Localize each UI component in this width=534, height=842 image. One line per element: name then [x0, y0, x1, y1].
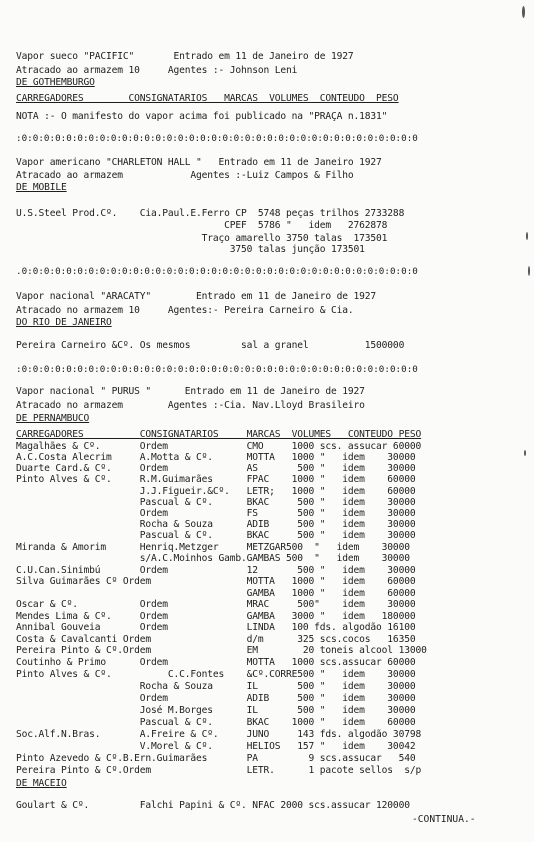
separator-line: :0:0:0:0:0:0:0:0:0:0:0:0:0:0:0:0:0:0:0:0:0:0:0:0:0:0:0:0:0:0:0:0:0:0:0:0: [16, 364, 418, 375]
cargo-row: José M.Borges IL 500 " idem 30000: [16, 705, 416, 716]
origin-port: DE PERNAMBUCO: [16, 413, 90, 424]
berth-agent-line: Atracado ao armazem 10 Agentes :- Johnson Leni: [16, 65, 298, 76]
scan-mark: [528, 266, 530, 276]
ship-header-line: Vapor nacional " PURUS " Entrado em 11 de Janeiro de 1927: [16, 386, 365, 397]
cargo-row: Costa & Cavalcanti Ordem d/m 325 scs.cocos 16350: [16, 634, 416, 645]
column-headers: CARREGADORES CONSIGNATARIOS MARCAS VOLUMES CONTEUDO PESO: [16, 93, 399, 104]
ship-header-line: Vapor sueco "PACIFIC" Entrado em 11 de Janeiro de 1927: [16, 51, 354, 62]
cargo-row: Pereira Carneiro &Cº. Os mesmos sal a granel 1500000: [16, 340, 405, 351]
cargo-row: Oscar & Cº. Ordem MRAC 500" idem 30000: [16, 599, 416, 610]
scan-mark: [522, 6, 525, 18]
cargo-row: Soc.Alf.N.Bras. A.Freire & Cº. JUNO 143 fds. algodão 30798: [16, 729, 422, 740]
cargo-row: Pascual & Cº. BKAC 500 " idem 30000: [16, 497, 416, 508]
berth-agent-line: Atracado no armazem 10 Agentes:- Pereira Carneiro & Cia.: [16, 305, 354, 316]
separator-line: .0:0:0:0:0:0:0:0:0:0:0:0:0:0:0:0:0:0:0:0:0:0:0:0:0:0:0:0:0:0:0:0:0:0:0:0: [16, 266, 418, 277]
cargo-row: Goulart & Cº. Falchi Papini & Cº. NFAC 2000 scs.assucar 120000: [16, 800, 410, 811]
cargo-row: s/A.C.Moinhos Gamb.GAMBAS 500 " idem 30000: [16, 553, 410, 564]
cargo-row: Pereira Pinto & Cº.Ordem EM 20 toneis alcool 13000: [16, 645, 427, 656]
cargo-row: A.C.Costa Alecrim A.Motta & Cº. MOTTA 1000 " idem 30000: [16, 452, 416, 463]
cargo-row: Rocha & Souza ADIB 500 " idem 30000: [16, 519, 416, 530]
cargo-row: Pascual & Cº. BKAC 1000 " idem 60000: [16, 717, 416, 728]
cargo-row: Duarte Card.& Cº. Ordem AS 500 " idem 30000: [16, 463, 416, 474]
origin-port: DE MOBILE: [16, 182, 67, 193]
continued-marker: -CONTINUA.-: [412, 814, 476, 825]
ship-header-line: Vapor nacional "ARACATY" Entrado em 11 de Janeiro de 1927: [16, 291, 377, 302]
cargo-row: Pascual & Cº. BKAC 500 " idem 30000: [16, 530, 416, 541]
cargo-row: Silva Guimarães Cº Ordem MOTTA 1000 " idem 60000: [16, 576, 416, 587]
berth-agent-line: Atracado no armazem Agentes :-Cia. Nav.Lloyd Brasileiro: [16, 400, 365, 411]
cargo-row: Pinto Alves & Cº. C.C.Fontes &Cº.CORRE500 " idem 30000: [16, 669, 416, 680]
cargo-row: U.S.Steel Prod.Cº. Cia.Paul.E.Ferro CP 5748 peças trilhos 2733288: [16, 208, 405, 219]
column-headers: CARREGADORES CONSIGNATARIOS MARCAS VOLUMES CONTEUDO PESO: [16, 429, 422, 440]
cargo-row: J.J.Figueir.&Cº. LETR; 1000 " idem 60000: [16, 486, 416, 497]
cargo-row: Mendes Lima & Cº. Ordem GAMBA 3000 " idem 180000: [16, 611, 416, 622]
note-line: NOTA :- O manifesto do vapor acima foi publicado na "PRAÇA n.1831": [16, 111, 388, 122]
cargo-row: Annibal Gouveia Ordem LINDA 100 fds. algodão 16100: [16, 622, 416, 633]
cargo-row: Ordem ADIB 500 " idem 30000: [16, 693, 416, 704]
cargo-row: Pinto Alves & Cº. R.M.Guimarães FPAC 1000 " idem 60000: [16, 474, 416, 485]
cargo-row: Pinto Azevedo & Cº.B.Ern.Guimarães PA 9 scs.assucar 540: [16, 753, 416, 764]
origin-port: DO RIO DE JANEIRO: [16, 317, 112, 328]
cargo-row: Coutinho & Primo Ordem MOTTA 1000 scs.assucar 60000: [16, 657, 416, 668]
cargo-row: V.Morel & Cº. HELIOS 157 " idem 30042: [16, 741, 416, 752]
cargo-row: Ordem FS 500 " idem 30000: [16, 508, 416, 519]
cargo-row: 3750 talas junção 173501: [16, 244, 365, 255]
cargo-row: C.U.Can.Sinimbú Ordem 12 500 " idem 30000: [16, 565, 416, 576]
cargo-row: CPEF 5786 " idem 2762878: [16, 220, 388, 231]
cargo-row: Traço amarello 3750 talas 173501: [16, 233, 388, 244]
cargo-row: Rocha & Souza IL 500 " idem 30000: [16, 681, 416, 692]
origin-port: DE MACEIÓ: [16, 778, 67, 789]
cargo-row: Pereira Pinto & Cº.Ordem LETR. 1 pacote sellos s/p: [16, 765, 422, 776]
origin-port: DE GOTHEMBURGO: [16, 77, 95, 88]
cargo-row: GAMBA 1000 " idem 60000: [16, 588, 416, 599]
berth-agent-line: Atracado ao armazem Agentes :-Luiz Campos & Filho: [16, 170, 354, 181]
cargo-row: Miranda & Amorim Henriq.Metzger METZGAR500 " idem 30000: [16, 542, 410, 553]
cargo-row: Magalhães & Cº. Ordem CMO 1000 scs. assucar 60000: [16, 441, 422, 452]
ship-header-line: Vapor americano "CHARLETON HALL " Entrado em 11 de Janeiro 1927: [16, 157, 382, 168]
separator-line: :0:0:0:0:0:0:0:0:0:0:0:0:0:0:0:0:0:0:0:0:0:0:0:0:0:0:0:0:0:0:0:0:0:0:0:0: [16, 133, 418, 144]
